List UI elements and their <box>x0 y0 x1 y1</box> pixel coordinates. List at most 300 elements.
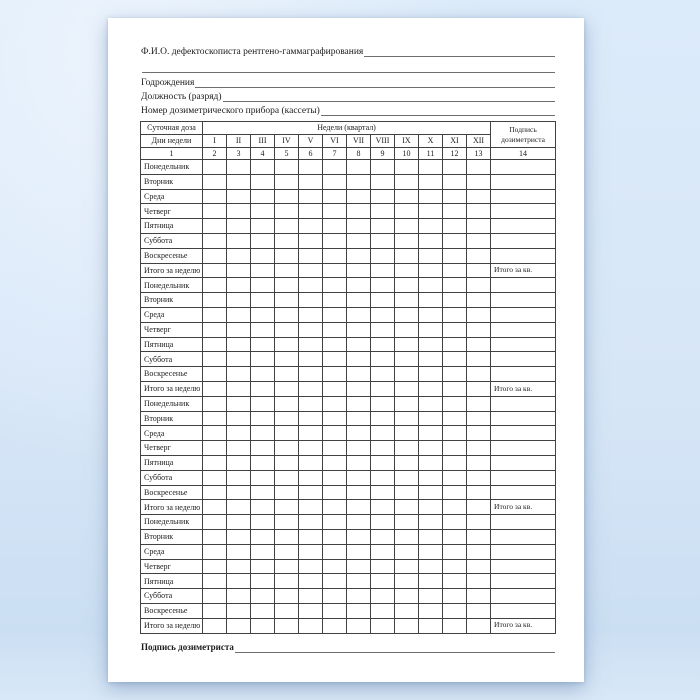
column-number: 14 <box>491 148 556 160</box>
dose-entry-cell <box>275 470 299 485</box>
dose-entry-cell <box>323 322 347 337</box>
dose-entry-cell <box>299 263 323 278</box>
dose-entry-cell <box>227 603 251 618</box>
dose-entry-cell <box>467 174 491 189</box>
dose-entry-cell <box>203 248 227 263</box>
dose-entry-cell <box>203 189 227 204</box>
dose-entry-cell <box>299 455 323 470</box>
dose-entry-cell <box>299 204 323 219</box>
position-blank-line <box>223 101 555 102</box>
dose-entry-cell <box>275 529 299 544</box>
day-label: Пятница <box>141 455 203 470</box>
dose-entry-cell <box>299 411 323 426</box>
day-label: Понедельник <box>141 278 203 293</box>
day-label: Пятница <box>141 574 203 589</box>
dose-entry-cell <box>419 263 443 278</box>
column-number: 5 <box>275 148 299 160</box>
week-numeral-header: IV <box>275 135 299 148</box>
dose-entry-cell <box>347 470 371 485</box>
dose-entry-cell <box>323 367 347 382</box>
day-label: Четверг <box>141 204 203 219</box>
dose-entry-cell <box>443 352 467 367</box>
days-of-week-header: Дни недели <box>141 135 203 148</box>
dose-entry-cell <box>395 278 419 293</box>
column-number: 1 <box>141 148 203 160</box>
dose-entry-cell <box>275 500 299 515</box>
dose-entry-cell <box>347 293 371 308</box>
day-label: Вторник <box>141 293 203 308</box>
day-row <box>141 559 556 574</box>
dose-entry-cell <box>299 603 323 618</box>
signature-cell <box>491 411 556 426</box>
dose-entry-cell <box>251 559 275 574</box>
fio-label: Ф.И.О. дефектоскописта рентгено-гаммаграфирования <box>141 46 364 57</box>
dose-entry-cell <box>299 589 323 604</box>
dose-entry-cell <box>467 589 491 604</box>
dose-entry-cell <box>299 219 323 234</box>
dose-entry-cell <box>323 233 347 248</box>
dose-entry-cell <box>203 322 227 337</box>
dose-entry-cell <box>275 189 299 204</box>
dose-entry-cell <box>227 589 251 604</box>
signature-cell <box>491 293 556 308</box>
dose-entry-cell <box>299 426 323 441</box>
dose-entry-cell <box>347 233 371 248</box>
dose-entry-cell <box>395 381 419 396</box>
day-label: Понедельник <box>141 515 203 530</box>
daily-dose-header: Суточная доза <box>141 122 203 135</box>
dose-entry-cell <box>347 367 371 382</box>
dose-entry-cell <box>395 603 419 618</box>
dose-entry-cell <box>203 441 227 456</box>
dose-entry-cell <box>371 603 395 618</box>
dose-entry-cell <box>227 189 251 204</box>
dose-entry-cell <box>395 204 419 219</box>
dose-entry-cell <box>395 174 419 189</box>
dose-entry-cell <box>443 589 467 604</box>
day-label: Суббота <box>141 470 203 485</box>
dose-entry-cell <box>275 381 299 396</box>
dose-entry-cell <box>371 574 395 589</box>
day-row <box>141 322 556 337</box>
dose-entry-cell <box>395 337 419 352</box>
day-row <box>141 204 556 219</box>
dose-entry-cell <box>467 352 491 367</box>
dose-entry-cell <box>419 396 443 411</box>
dose-entry-cell <box>299 574 323 589</box>
dose-entry-cell <box>443 367 467 382</box>
dose-entry-cell <box>395 426 419 441</box>
dose-entry-cell <box>467 204 491 219</box>
dose-entry-cell <box>467 618 491 633</box>
dose-entry-cell <box>371 293 395 308</box>
signature-cell <box>491 248 556 263</box>
dose-entry-cell <box>203 233 227 248</box>
day-row <box>141 441 556 456</box>
dose-entry-cell <box>299 396 323 411</box>
dose-entry-cell <box>347 160 371 175</box>
dose-entry-cell <box>443 337 467 352</box>
dose-entry-cell <box>347 174 371 189</box>
dose-entry-cell <box>251 367 275 382</box>
dose-entry-cell <box>203 603 227 618</box>
dose-entry-cell <box>251 529 275 544</box>
dose-entry-cell <box>419 618 443 633</box>
dosimetrist-signature-header: Подпись дозиметриста <box>491 122 556 148</box>
dose-entry-cell <box>419 603 443 618</box>
day-row <box>141 455 556 470</box>
dose-entry-cell <box>419 381 443 396</box>
dose-entry-cell <box>347 485 371 500</box>
dose-entry-cell <box>251 455 275 470</box>
weekly-total-label: Итого за неделю <box>141 618 203 633</box>
weekly-total-row <box>141 500 556 515</box>
day-label: Вторник <box>141 529 203 544</box>
dose-entry-cell <box>299 515 323 530</box>
day-row <box>141 367 556 382</box>
fio-field <box>141 44 555 57</box>
dose-entry-cell <box>203 293 227 308</box>
dose-entry-cell <box>395 544 419 559</box>
dose-entry-cell <box>203 515 227 530</box>
dose-entry-cell <box>227 248 251 263</box>
dose-entry-cell <box>227 544 251 559</box>
dose-entry-cell <box>275 515 299 530</box>
dose-entry-cell <box>227 411 251 426</box>
dose-entry-cell <box>419 204 443 219</box>
quarter-total-cell: Итого за кв. <box>491 618 556 633</box>
dose-entry-cell <box>275 544 299 559</box>
dose-entry-cell <box>323 500 347 515</box>
dose-entry-cell <box>395 470 419 485</box>
dose-entry-cell <box>251 278 275 293</box>
dose-entry-cell <box>371 278 395 293</box>
day-label: Четверг <box>141 322 203 337</box>
column-number: 7 <box>323 148 347 160</box>
day-row <box>141 278 556 293</box>
dose-entry-cell <box>395 500 419 515</box>
day-row <box>141 160 556 175</box>
dose-entry-cell <box>467 559 491 574</box>
dose-entry-cell <box>227 293 251 308</box>
dose-entry-cell <box>347 529 371 544</box>
dose-entry-cell <box>299 248 323 263</box>
dose-entry-cell <box>419 485 443 500</box>
week-numeral-header: X <box>419 135 443 148</box>
birth-year-blank-line <box>195 87 555 88</box>
dose-entry-cell <box>299 441 323 456</box>
dose-entry-cell <box>275 485 299 500</box>
dose-entry-cell <box>467 500 491 515</box>
dose-entry-cell <box>203 618 227 633</box>
dose-entry-cell <box>275 293 299 308</box>
quarter-total-cell: Итого за кв. <box>491 381 556 396</box>
dose-entry-cell <box>299 500 323 515</box>
dose-entry-cell <box>443 293 467 308</box>
dose-entry-cell <box>299 559 323 574</box>
dose-entry-cell <box>371 219 395 234</box>
dose-entry-cell <box>275 574 299 589</box>
dose-entry-cell <box>347 322 371 337</box>
dose-entry-cell <box>371 441 395 456</box>
dose-entry-cell <box>467 219 491 234</box>
signature-cell <box>491 396 556 411</box>
dose-entry-cell <box>419 278 443 293</box>
dose-entry-cell <box>371 248 395 263</box>
device-number-label: Номер дозиметрического прибора (кассеты) <box>141 105 320 116</box>
day-row <box>141 293 556 308</box>
dose-entry-cell <box>299 470 323 485</box>
dose-entry-cell <box>443 322 467 337</box>
dose-entry-cell <box>203 470 227 485</box>
dose-entry-cell <box>227 559 251 574</box>
dose-entry-cell <box>467 426 491 441</box>
dose-entry-cell <box>251 233 275 248</box>
dose-entry-cell <box>419 529 443 544</box>
dose-entry-cell <box>371 426 395 441</box>
dose-entry-cell <box>347 307 371 322</box>
dose-entry-cell <box>251 485 275 500</box>
dose-entry-cell <box>227 160 251 175</box>
dose-entry-cell <box>227 396 251 411</box>
dose-entry-cell <box>467 470 491 485</box>
signature-cell <box>491 219 556 234</box>
dose-entry-cell <box>467 189 491 204</box>
day-label: Воскресенье <box>141 248 203 263</box>
dose-entry-cell <box>419 559 443 574</box>
dose-entry-cell <box>323 574 347 589</box>
dose-entry-cell <box>275 352 299 367</box>
dose-entry-cell <box>251 603 275 618</box>
dose-entry-cell <box>347 500 371 515</box>
dose-entry-cell <box>203 485 227 500</box>
day-row <box>141 396 556 411</box>
birth-year-field <box>141 77 555 88</box>
dose-entry-cell <box>395 441 419 456</box>
dose-entry-cell <box>275 263 299 278</box>
dose-entry-cell <box>419 515 443 530</box>
dose-entry-cell <box>347 426 371 441</box>
day-label: Среда <box>141 426 203 441</box>
week-numeral-header: XII <box>467 135 491 148</box>
dose-entry-cell <box>467 381 491 396</box>
dose-entry-cell <box>443 174 467 189</box>
dose-entry-cell <box>419 455 443 470</box>
dose-entry-cell <box>251 263 275 278</box>
day-row <box>141 337 556 352</box>
dose-entry-cell <box>443 263 467 278</box>
dose-entry-cell <box>347 544 371 559</box>
signature-cell <box>491 515 556 530</box>
dose-entry-cell <box>467 293 491 308</box>
dose-entry-cell <box>371 189 395 204</box>
dose-entry-cell <box>203 381 227 396</box>
dose-entry-cell <box>275 160 299 175</box>
day-label: Четверг <box>141 441 203 456</box>
dose-entry-cell <box>419 574 443 589</box>
dose-entry-cell <box>203 455 227 470</box>
dose-entry-cell <box>227 381 251 396</box>
dose-entry-cell <box>227 204 251 219</box>
day-row <box>141 426 556 441</box>
dose-entry-cell <box>299 160 323 175</box>
day-label: Понедельник <box>141 160 203 175</box>
week-numeral-header: VI <box>323 135 347 148</box>
dosimetry-log-table-wrap <box>140 121 556 634</box>
dose-entry-cell <box>203 589 227 604</box>
day-label: Понедельник <box>141 396 203 411</box>
dose-entry-cell <box>323 455 347 470</box>
dose-entry-cell <box>323 618 347 633</box>
dose-entry-cell <box>275 411 299 426</box>
dose-entry-cell <box>323 381 347 396</box>
signature-cell <box>491 174 556 189</box>
dose-entry-cell <box>443 618 467 633</box>
weekly-total-label: Итого за неделю <box>141 381 203 396</box>
dose-entry-cell <box>227 352 251 367</box>
dose-entry-cell <box>299 352 323 367</box>
device-number-field <box>141 105 555 116</box>
dose-entry-cell <box>203 544 227 559</box>
dose-entry-cell <box>467 441 491 456</box>
dose-entry-cell <box>443 529 467 544</box>
signature-cell <box>491 322 556 337</box>
dose-entry-cell <box>419 589 443 604</box>
dose-entry-cell <box>467 278 491 293</box>
dose-entry-cell <box>323 515 347 530</box>
dose-entry-cell <box>323 293 347 308</box>
dose-entry-cell <box>467 544 491 559</box>
dose-entry-cell <box>323 485 347 500</box>
dose-entry-cell <box>395 219 419 234</box>
dose-entry-cell <box>467 515 491 530</box>
dose-entry-cell <box>371 455 395 470</box>
signature-cell <box>491 367 556 382</box>
dose-entry-cell <box>323 603 347 618</box>
dose-entry-cell <box>227 219 251 234</box>
column-number: 3 <box>227 148 251 160</box>
dose-entry-cell <box>251 293 275 308</box>
dose-entry-cell <box>299 322 323 337</box>
dose-entry-cell <box>251 248 275 263</box>
dose-entry-cell <box>443 278 467 293</box>
device-number-blank-line <box>321 115 555 116</box>
dose-entry-cell <box>323 263 347 278</box>
signature-cell <box>491 278 556 293</box>
dose-entry-cell <box>443 248 467 263</box>
dose-entry-cell <box>251 470 275 485</box>
day-label: Воскресенье <box>141 603 203 618</box>
dose-entry-cell <box>395 307 419 322</box>
week-numeral-header: I <box>203 135 227 148</box>
dose-entry-cell <box>443 574 467 589</box>
dose-entry-cell <box>227 470 251 485</box>
dose-entry-cell <box>323 544 347 559</box>
dose-entry-cell <box>371 204 395 219</box>
day-row <box>141 307 556 322</box>
dose-entry-cell <box>371 322 395 337</box>
dose-entry-cell <box>323 160 347 175</box>
dose-entry-cell <box>395 455 419 470</box>
dose-entry-cell <box>347 574 371 589</box>
week-numeral-header: VII <box>347 135 371 148</box>
dose-entry-cell <box>467 307 491 322</box>
week-numeral-header: III <box>251 135 275 148</box>
dose-entry-cell <box>395 529 419 544</box>
dose-entry-cell <box>227 500 251 515</box>
dose-entry-cell <box>299 618 323 633</box>
dose-entry-cell <box>275 174 299 189</box>
column-number: 2 <box>203 148 227 160</box>
dose-entry-cell <box>347 515 371 530</box>
dose-entry-cell <box>227 278 251 293</box>
dose-entry-cell <box>371 485 395 500</box>
week-numeral-header: IX <box>395 135 419 148</box>
dose-entry-cell <box>203 396 227 411</box>
dose-entry-cell <box>467 411 491 426</box>
day-row <box>141 411 556 426</box>
dose-entry-cell <box>395 396 419 411</box>
dose-entry-cell <box>299 381 323 396</box>
signature-cell <box>491 233 556 248</box>
dose-entry-cell <box>395 589 419 604</box>
dose-entry-cell <box>227 426 251 441</box>
dose-entry-cell <box>347 455 371 470</box>
dose-entry-cell <box>275 367 299 382</box>
weekly-total-row <box>141 618 556 633</box>
dose-entry-cell <box>275 441 299 456</box>
dose-entry-cell <box>395 367 419 382</box>
dose-entry-cell <box>323 529 347 544</box>
dose-entry-cell <box>227 233 251 248</box>
day-label: Среда <box>141 307 203 322</box>
dose-entry-cell <box>371 160 395 175</box>
dose-entry-cell <box>323 204 347 219</box>
position-field <box>141 91 555 102</box>
dose-entry-cell <box>371 337 395 352</box>
day-row <box>141 485 556 500</box>
dose-entry-cell <box>203 352 227 367</box>
position-label: Должность (разряд) <box>141 91 222 102</box>
dose-entry-cell <box>395 485 419 500</box>
dose-entry-cell <box>275 322 299 337</box>
dose-entry-cell <box>275 233 299 248</box>
week-numeral-header: II <box>227 135 251 148</box>
dose-entry-cell <box>443 307 467 322</box>
signature-cell <box>491 574 556 589</box>
dose-entry-cell <box>251 381 275 396</box>
dose-entry-cell <box>227 441 251 456</box>
dose-entry-cell <box>275 307 299 322</box>
day-label: Среда <box>141 189 203 204</box>
dose-entry-cell <box>347 219 371 234</box>
dose-entry-cell <box>299 307 323 322</box>
dose-entry-cell <box>323 559 347 574</box>
day-row <box>141 174 556 189</box>
dose-entry-cell <box>395 352 419 367</box>
dose-entry-cell <box>443 219 467 234</box>
dose-entry-cell <box>419 500 443 515</box>
birth-year-label: Годрождения <box>141 77 195 88</box>
week-numeral-header: VIII <box>371 135 395 148</box>
dose-entry-cell <box>443 189 467 204</box>
dose-entry-cell <box>275 219 299 234</box>
day-row <box>141 352 556 367</box>
dose-entry-cell <box>323 441 347 456</box>
header-row-1 <box>141 122 556 135</box>
dose-entry-cell <box>227 322 251 337</box>
dose-entry-cell <box>371 515 395 530</box>
